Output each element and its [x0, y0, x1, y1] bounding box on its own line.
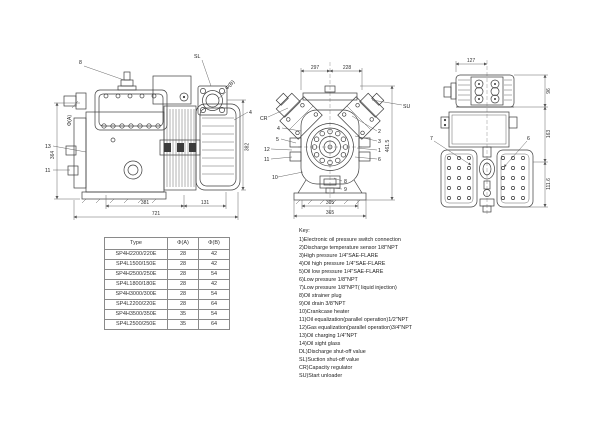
spec-table — [104, 237, 230, 330]
suction-flange — [198, 86, 227, 115]
callout-e8: 8 — [344, 179, 347, 185]
cell-phi-b: 64 — [199, 300, 230, 310]
key-item: 3)High pressure 1/4"SAE-FLARE — [299, 253, 379, 259]
table-row — [105, 310, 230, 320]
key-item: 4)Oil high pressure 1/4"SAE-FLARE — [299, 261, 386, 267]
dim-461-5: 461.5 — [385, 139, 391, 153]
dim-127: 127 — [466, 58, 476, 64]
cell-type: SP4L2200/220E — [105, 300, 168, 310]
callout-e1: 1 — [378, 148, 381, 154]
callout-cr: CR — [260, 116, 268, 122]
cell-phi-b: 42 — [199, 250, 230, 260]
cell-phi-a: 35 — [168, 320, 199, 330]
key-item: SU)Start unloader — [299, 373, 343, 379]
key-item: DL)Discharge shut-off value — [299, 349, 366, 355]
col-header-phi-a: Φ(A) — [168, 238, 199, 250]
cell-phi-b: 64 — [199, 320, 230, 330]
table-row — [105, 250, 230, 260]
callout-4: 4 — [249, 110, 252, 116]
callout-e4: 4 — [277, 126, 280, 132]
key-item: 9)Oil drain 3/8"NPT — [299, 301, 346, 307]
table-row — [105, 320, 230, 330]
discharge-fitting — [64, 96, 76, 106]
key-title: Key: — [299, 228, 310, 234]
cell-type: SP4L1500/150E — [105, 260, 168, 270]
callout-e12: 12 — [264, 147, 270, 153]
cell-phi-a: 28 — [168, 300, 199, 310]
dim-163: 163 — [546, 129, 552, 139]
top-fan-cover — [444, 75, 514, 107]
col-header-phi-b: Φ(B) — [199, 238, 230, 250]
front-base-plate — [82, 192, 166, 199]
callout-e2: 2 — [378, 129, 381, 135]
dim-297: 297 — [310, 65, 320, 71]
cell-phi-a: 35 — [168, 310, 199, 320]
callout-phi-b: Φ(B) — [224, 79, 237, 92]
cell-phi-a: 28 — [168, 260, 199, 270]
front-view-callouts — [45, 54, 252, 174]
cell-phi-b: 54 — [199, 310, 230, 320]
table-row — [105, 270, 230, 280]
callout-e9: 9 — [344, 187, 347, 193]
key-item: CR)Capacity regulator — [299, 365, 353, 371]
dim-364: 364 — [50, 150, 56, 160]
key-item: 1)Electronic oil pressure switch connection — [299, 237, 401, 243]
callout-8: 8 — [79, 60, 82, 66]
callout-t7: 7 — [430, 136, 433, 142]
table-row — [105, 280, 230, 290]
key-legend — [299, 227, 412, 380]
dim-305: 305 — [325, 200, 335, 206]
top-view-dimensions — [456, 58, 552, 207]
top-terminal-box — [441, 112, 517, 147]
cell-type: SP4H3000/300E — [105, 290, 168, 300]
front-view — [45, 54, 252, 220]
dim-365: 365 — [325, 210, 335, 216]
dim-382: 382 — [244, 142, 251, 152]
key-item: 11)Oil equalization(parallel operation)1/2"NPT — [299, 317, 409, 323]
cell-type: SP4L2500/250E — [105, 320, 168, 330]
front-crankcase — [86, 112, 164, 192]
top-center-column — [480, 147, 495, 212]
key-item: 10)Crankcase heater — [299, 309, 350, 315]
top-view — [430, 58, 552, 216]
callout-e10: 10 — [272, 175, 278, 181]
cell-phi-a: 28 — [168, 270, 199, 280]
cell-phi-b: 54 — [199, 290, 230, 300]
callout-e3: 3 — [378, 139, 381, 145]
callout-sl: SL — [194, 54, 201, 60]
callout-t6: 6 — [527, 136, 530, 142]
col-header-type: Type — [105, 238, 168, 250]
key-item: 7)Low pressure 1/8"NPT( liquid injection) — [299, 285, 397, 291]
key-item: 14)Oil sight glass — [299, 341, 341, 347]
table-header-row — [105, 238, 230, 250]
cell-phi-b: 42 — [199, 280, 230, 290]
key-item: 12)Gas equalization(parallel operation)3/4"NPT — [299, 325, 413, 331]
cell-type: SP4H3500/350E — [105, 310, 168, 320]
cell-type: SP4L1800/180E — [105, 280, 168, 290]
key-item: 13)Oil charging 1/4"NPT — [299, 333, 358, 339]
key-item: 6)Low pressure 1/8"NPT — [299, 277, 358, 283]
callout-su: SU — [403, 104, 411, 110]
table-row — [105, 290, 230, 300]
cell-type: SP4H2500/250E — [105, 270, 168, 280]
head-top-fitting — [121, 80, 133, 86]
callout-11: 11 — [45, 168, 51, 174]
cell-type: SP4H2200/220E — [105, 250, 168, 260]
top-left-head — [441, 150, 477, 207]
key-item: 2)Discharge temperature sensor 1/8"NPT — [299, 245, 398, 251]
dim-111-6: 111.6 — [546, 178, 552, 190]
cell-phi-a: 28 — [168, 280, 199, 290]
cell-phi-b: 54 — [199, 270, 230, 280]
table-row — [105, 300, 230, 310]
top-right-head — [497, 150, 533, 207]
callout-13: 13 — [45, 144, 51, 150]
oil-sight-glass — [124, 161, 142, 179]
dim-131: 131 — [200, 200, 210, 206]
key-item: 8)Oil strainer plug — [299, 293, 342, 299]
callout-phi-a: Φ(A) — [67, 114, 73, 126]
dim-228: 228 — [342, 65, 352, 71]
dim-96: 96 — [546, 88, 552, 94]
callout-e11: 11 — [264, 157, 270, 163]
dim-381: 381 — [140, 200, 150, 206]
key-item: 5)Oil low pressure 1/4"SAE-FLARE — [299, 269, 384, 275]
cell-phi-a: 28 — [168, 250, 199, 260]
cell-phi-a: 28 — [168, 290, 199, 300]
callout-e5: 5 — [276, 137, 279, 143]
table-row — [105, 260, 230, 270]
key-item: SL)Suction shut-off value — [299, 357, 360, 363]
dim-721: 721 — [151, 211, 161, 217]
end-view — [260, 62, 410, 219]
motor-end-cover — [196, 104, 240, 190]
cell-phi-b: 42 — [199, 260, 230, 270]
callout-e6: 6 — [378, 157, 381, 163]
